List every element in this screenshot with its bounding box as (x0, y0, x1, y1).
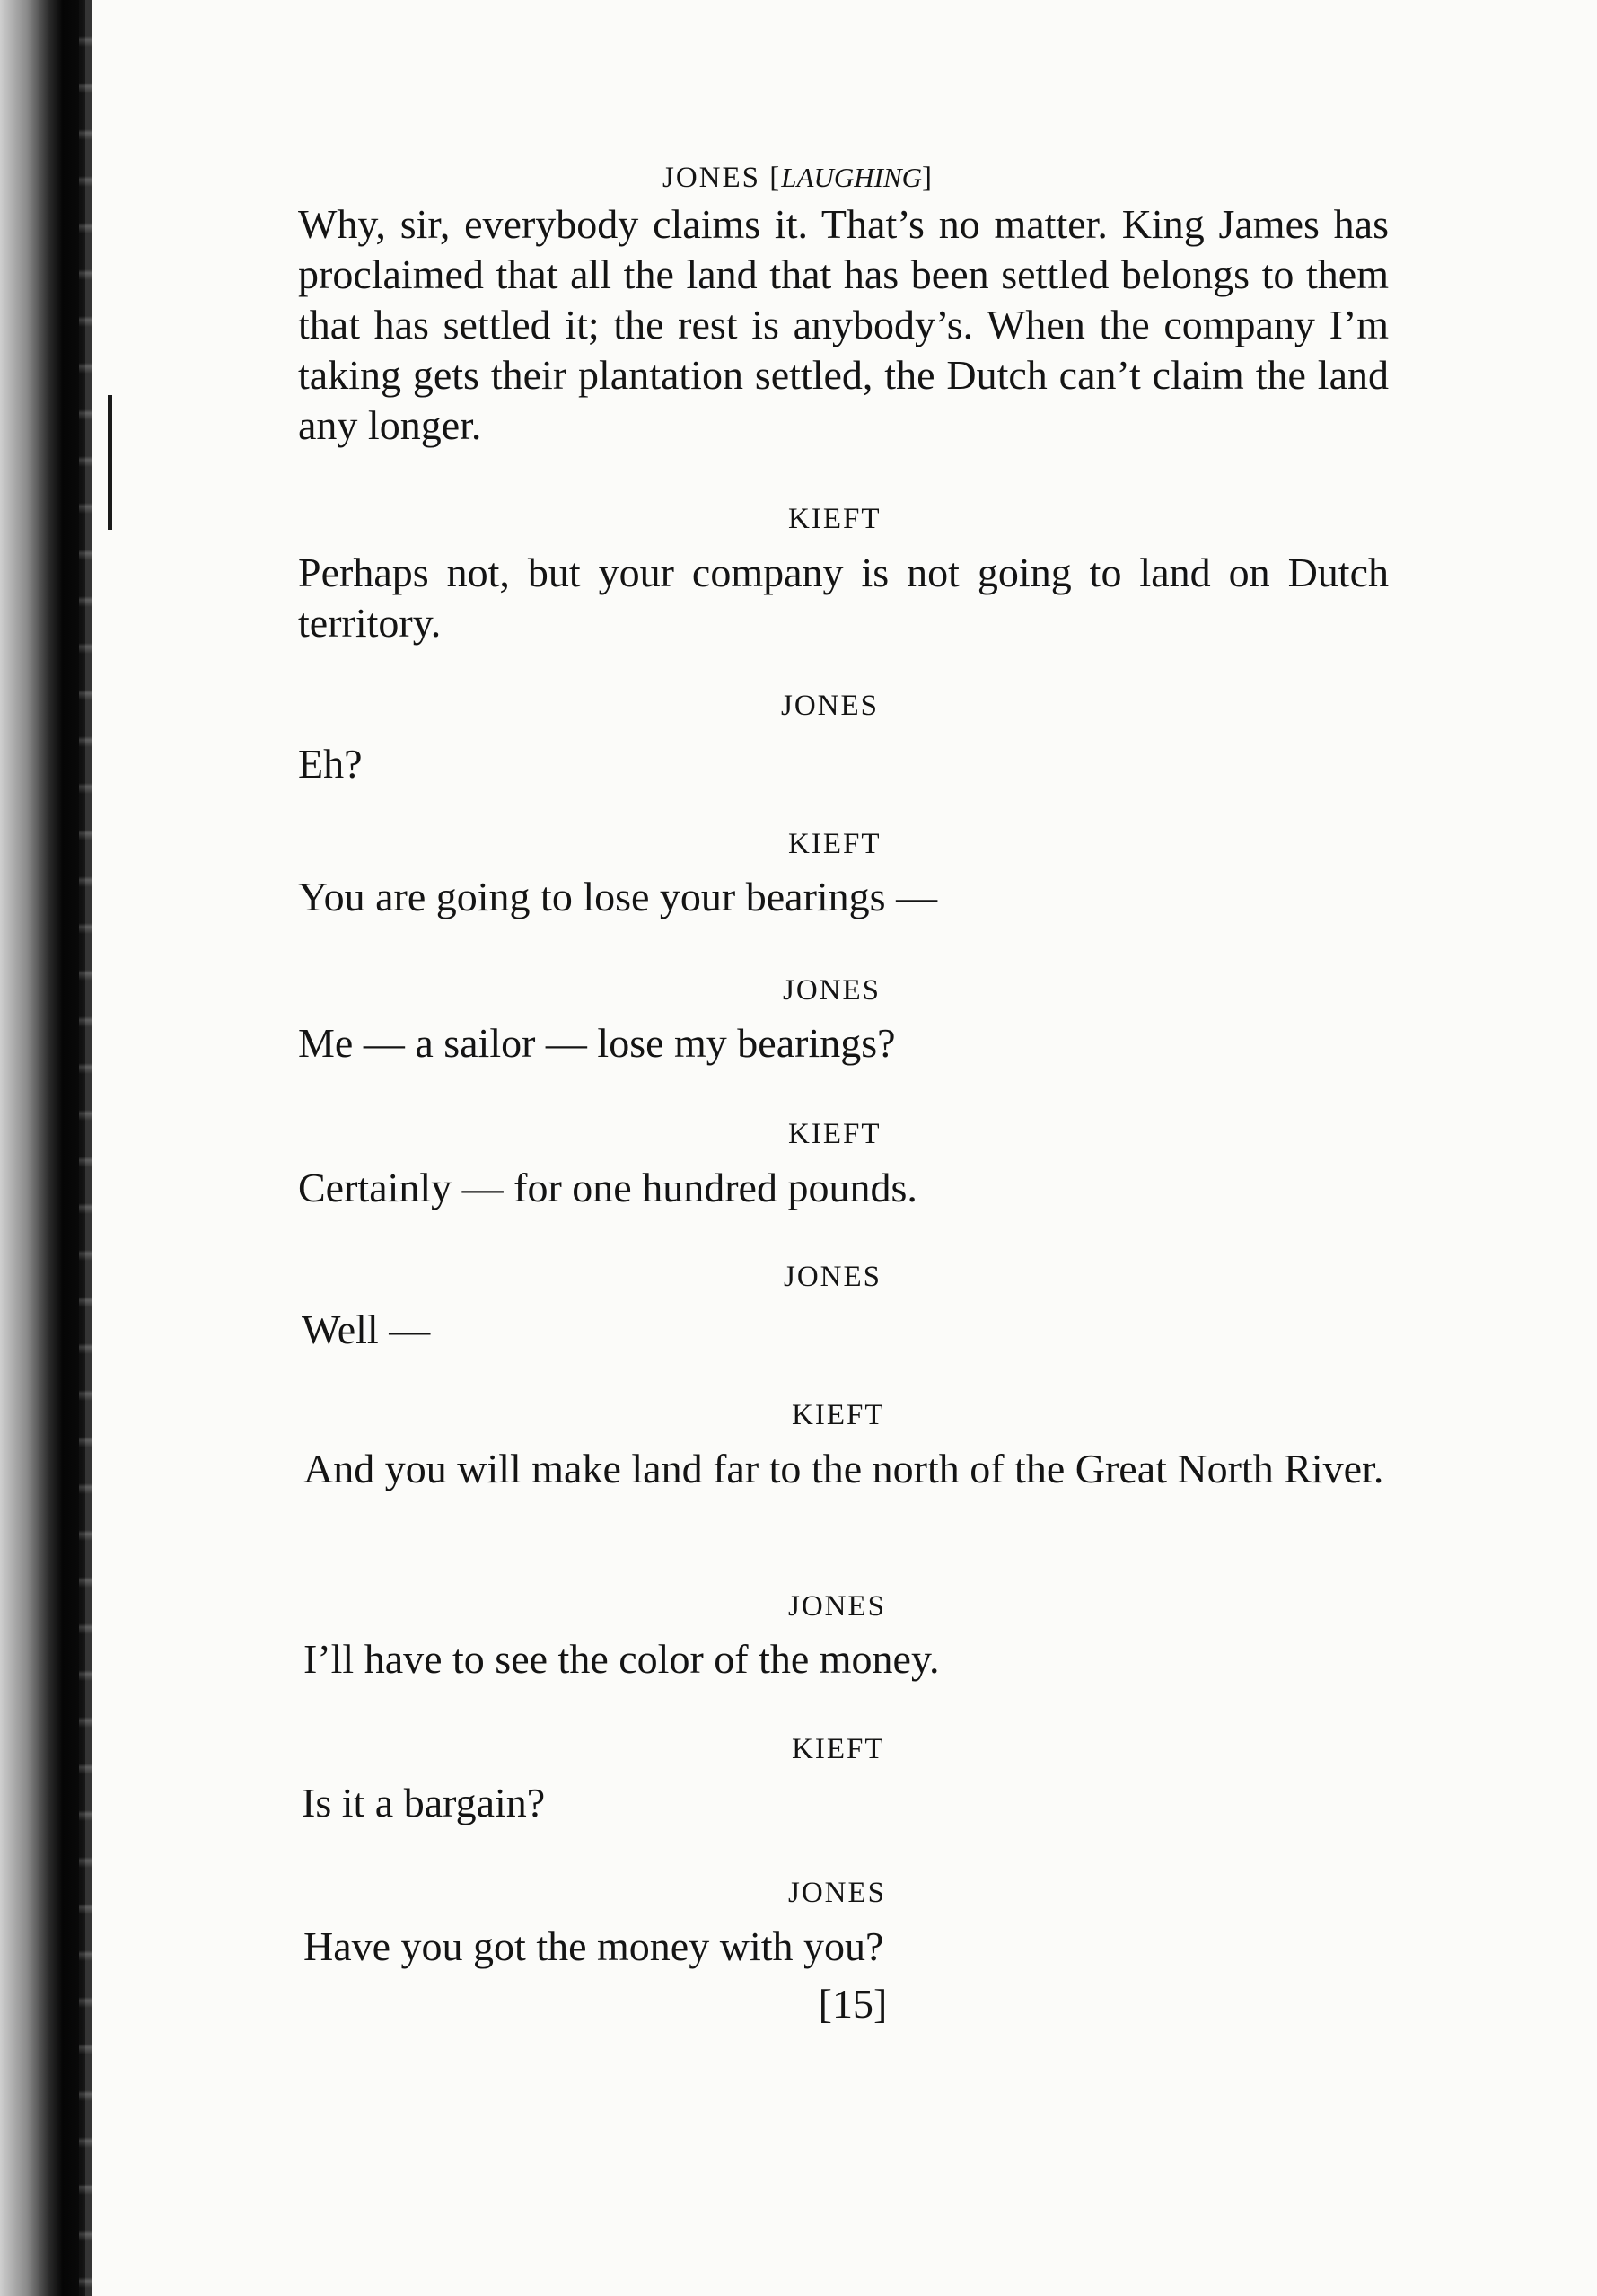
speech-text: Certainly — for one hundred pounds. (298, 1165, 917, 1210)
speaker-name: JONES (788, 1590, 887, 1623)
stage-direction: [laughing] (769, 152, 935, 196)
speaker-name: KIEFT (788, 828, 882, 860)
speech-text: You are going to lose your bearings — (298, 874, 938, 919)
speaker-name: JONES (783, 974, 882, 1007)
speech-text: Me — a sailor — lose my bearings? (298, 1020, 896, 1066)
stage-direction-text: laughing (781, 152, 923, 196)
speaker-label: JONES (662, 162, 761, 194)
speaker-name: KIEFT (788, 1118, 882, 1150)
page-number: [15] (818, 1981, 888, 2027)
speech-text: Have you got the money with you? (303, 1923, 884, 1969)
speech-text: Eh? (298, 741, 363, 787)
speech-text: And you will make land far to the north of the Great North River. (303, 1446, 1384, 1491)
speaker-name: JONES (781, 690, 880, 722)
speaker-name: KIEFT (792, 1733, 885, 1765)
speech-text: Well — (302, 1306, 431, 1352)
speaker-name (662, 151, 1111, 197)
speaker-name: KIEFT (788, 503, 882, 535)
speech-text: Why, sir, everybody claims it. That’s no matter. King James has proclaimed that all the land that has been settled belongs to them that has settled it; the rest is anybody’s. When the company I’m taking gets their plantation settled, the Dutch can’t claim the land any longer. (298, 201, 1389, 448)
speaker-name: JONES (788, 1877, 887, 1909)
speaker-name: KIEFT (792, 1399, 885, 1431)
speech-text: I’ll have to see the color of the money. (303, 1636, 940, 1682)
speaker-name: JONES (784, 1261, 882, 1293)
speech-text: Perhaps not, but your company is not going to land on Dutch territory. (298, 550, 1389, 646)
speech-text: Is it a bargain? (302, 1780, 546, 1825)
